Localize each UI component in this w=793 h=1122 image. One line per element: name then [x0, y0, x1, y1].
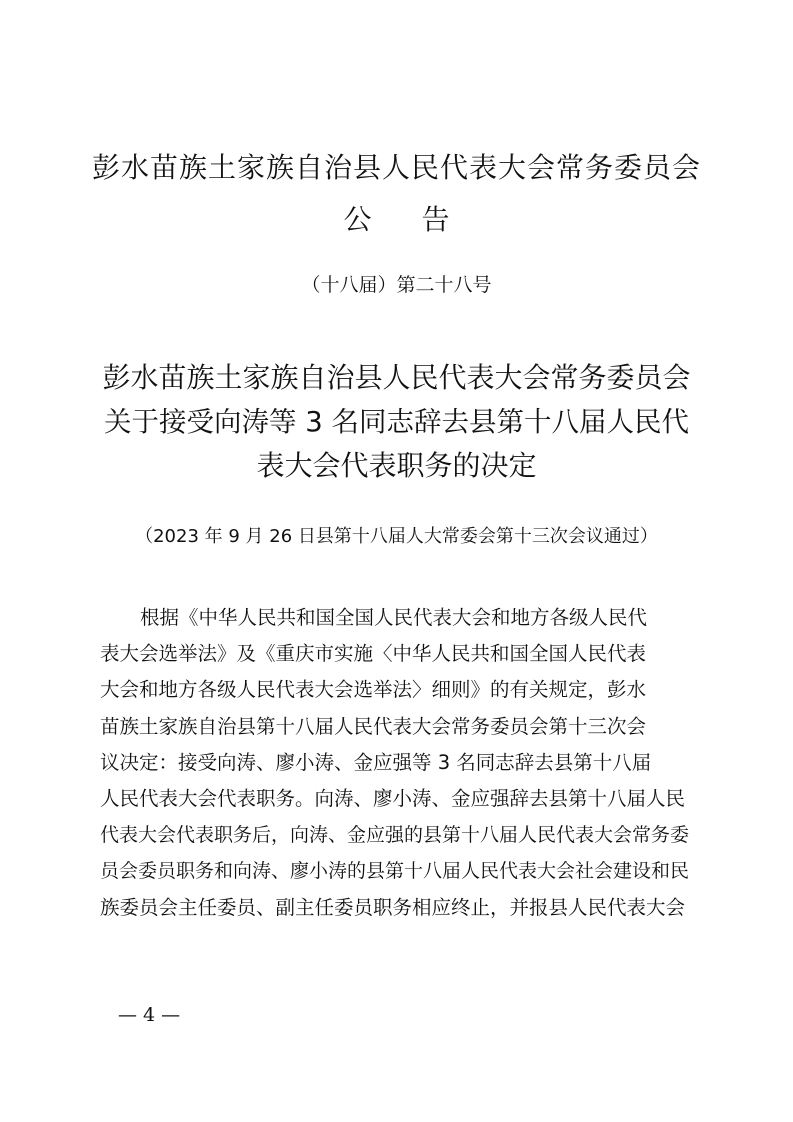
decision-title-line: 彭水苗族土家族自治县人民代表大会常务委员会: [102, 361, 691, 394]
notice-heading: 公告: [343, 203, 500, 236]
body-line: 代表大会代表职务后，向涛、金应强的县第十八届人民代表大会常务委: [100, 824, 690, 847]
body-line: 苗族土家族自治县第十八届人民代表大会常务委员会第十三次会: [100, 714, 647, 738]
page-number: — 4 —: [118, 1004, 181, 1026]
body-line: 员会委员职务和向涛、廖小涛的县第十八届人民代表大会社会建设和民: [100, 860, 690, 883]
body-line: 大会和地方各级人民代表大会选举法〉细则》的有关规定，彭水: [100, 678, 647, 702]
adoption-note: （2023 年 9 月 26 日县第十八届人大常委会第十三次会议通过）: [135, 526, 658, 547]
decision-title-line: 表大会代表职务的决定: [256, 449, 537, 482]
body-line: 人民代表大会代表职务。向涛、廖小涛、金应强辞去县第十八届人民: [100, 787, 686, 811]
document-number: （十八届）第二十八号: [301, 274, 492, 296]
body-line: 根据《中华人民共和国全国人民代表大会和地方各级人民代: [140, 606, 648, 629]
decision-title: [100, 356, 693, 488]
decision-title-line: 关于接受向涛等 3 名同志辞去县第十八届人民代: [104, 406, 689, 438]
body-paragraph: [100, 600, 698, 926]
body-line: 议决定：接受向涛、廖小涛、金应强等 3 名同志辞去县第十八届: [100, 750, 652, 774]
body-line: 表大会选举法》及《重庆市实施〈中华人民共和国全国人民代表: [100, 642, 647, 666]
body-line: 族委员会主任委员、副主任委员职务相应终止，并报县人民代表大会: [100, 895, 686, 919]
issuing-organization-title: 彭水苗族土家族自治县人民代表大会常务委员会: [91, 151, 701, 184]
